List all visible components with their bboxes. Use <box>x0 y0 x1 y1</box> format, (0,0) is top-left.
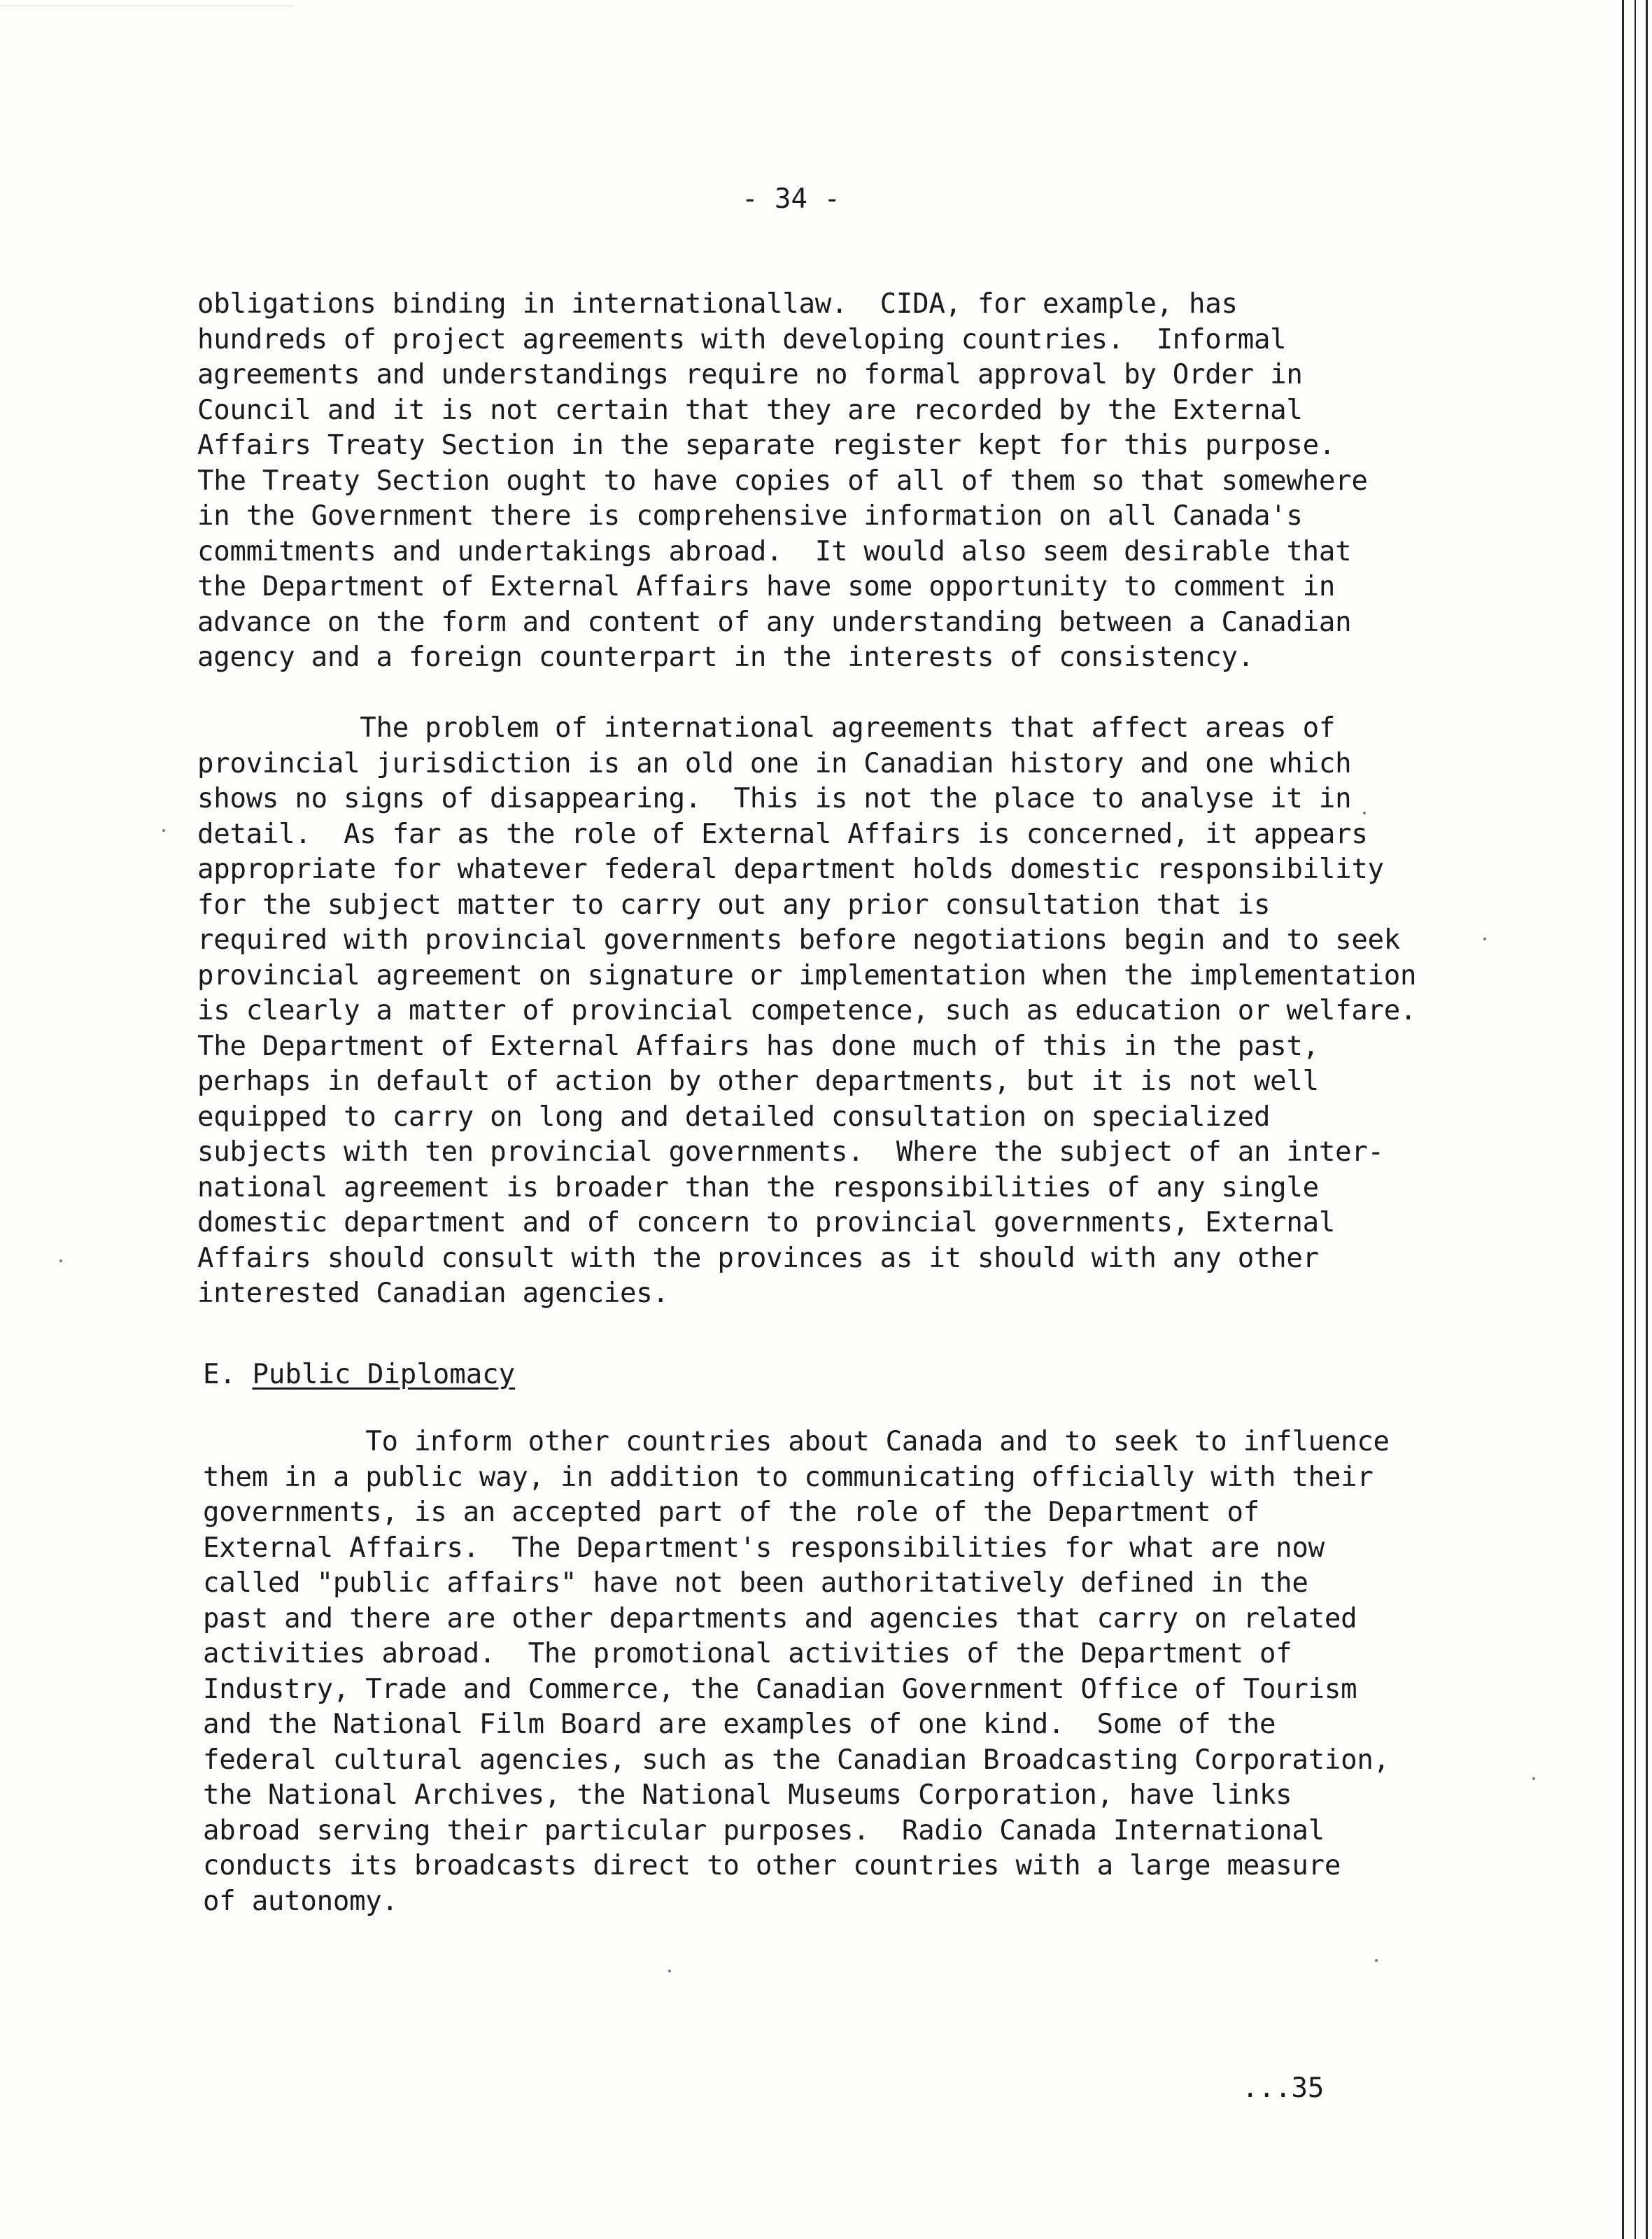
scan-speck <box>1483 938 1486 940</box>
scan-speck <box>162 829 165 832</box>
page-number: - 34 - <box>742 183 840 215</box>
scan-speck <box>59 1259 62 1262</box>
paragraph-public-diplomacy: To inform other countries about Canada and to seek to influence them in a public way, in addition to communicating officially with their governments, is an accepted part of the role of the Department of External Affairs. The Department's responsibilities for what are now called "public affairs" have not been authoritatively defined in the past and there are other departments and agencies that carry on related activities abroad. The promotional activities of the Department of Industry, Trade and Commerce, the Canadian Government Office of Tourism and the National Film Board are examples of one kind. Some of the federal cultural agencies, such as the Canadian Broadcasting Corporation, the National Archives, the National Museums Corporation, have links abroad serving their particular purposes. Radio Canada International conducts its broadcasts direct to other countries with a large measure of autonomy. <box>203 1426 1390 1917</box>
scan-speck <box>1363 812 1366 814</box>
paragraph-provincial-jurisdiction: The problem of international agreements that affect areas of provincial jurisdiction is an old one in Canadian history and one which shows no signs of disappearing. This is not the place to analyse it in detail. As far as the role of External Affairs is concerned, it appears appropriate for whatever federal department holds domestic responsibility for the subject matter to carry out any prior consultation that is required with provincial governments before negotiations begin and to seek provincial agreement on signature or implementation when the implementation is clearly a matter of provincial competence, such as education or welfare. The Department of External Affairs has done much of this in the past, perhaps in default of action by other departments, but it is not well equipped to carry on long and detailed consultation on specialized subjects with ten provincial governments. Where the subject of an inter- national agreement is broader than the responsibilities of any single domestic department and of concern to provincial governments, External Affairs should consult with the provinces as it should with any other interested Canadian agencies. <box>197 712 1417 1309</box>
scan-speck <box>1375 1959 1378 1962</box>
scan-speck <box>668 1970 671 1972</box>
binding-edge-line <box>1646 0 1648 2239</box>
binding-edge-line <box>1622 0 1624 2239</box>
section-heading <box>203 1357 515 1392</box>
continuation-marker: ...35 <box>1242 2072 1325 2104</box>
section-heading-letter: E. <box>203 1359 236 1390</box>
binding-edge-line <box>1635 0 1636 2239</box>
paragraph-treaty-register: obligations binding in internationallaw. CIDA, for example, has hundreds of project agreements with developing countries. Informal agreements and understandings require no formal approval by Order in Council and it is not certain that they are recorded by the External Affairs Treaty Section in the separate register kept for this purpose. The Treaty Section ought to have copies of all of them so that somewhere in the Government there is comprehensive information on all Canada's commitments and undertakings abroad. It would also seem desirable that the Department of External Affairs have some opportunity to comment in advance on the form and content of any understanding between a Canadian agency and a foreign counterpart in the interests of consistency. <box>197 288 1368 673</box>
scan-speck <box>1532 1777 1535 1780</box>
section-heading-title: Public Diplomacy <box>252 1359 516 1390</box>
